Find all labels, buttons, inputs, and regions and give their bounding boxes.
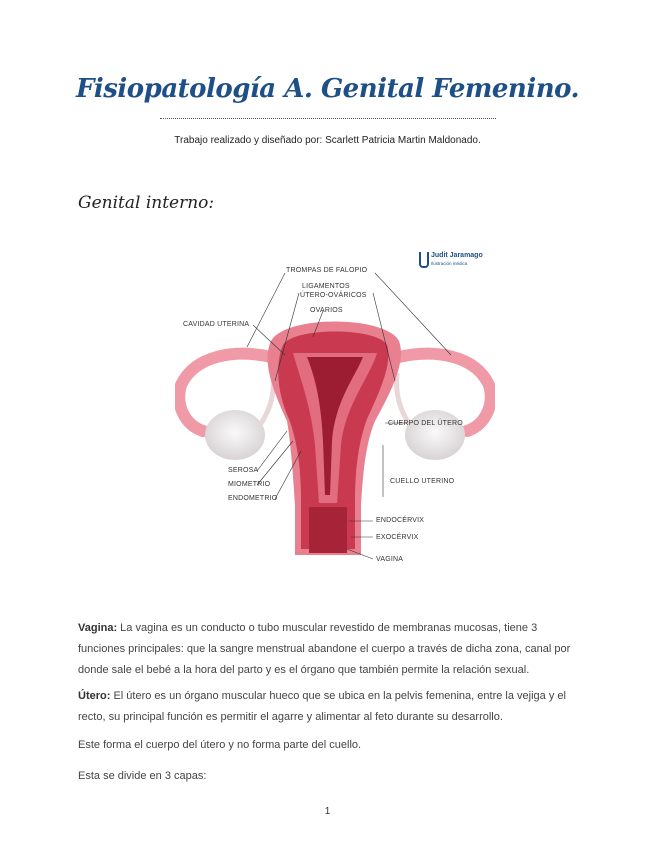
- term-utero: Útero:: [78, 690, 111, 702]
- label-exocervix: EXOCÉRVIX: [376, 534, 419, 541]
- title-divider: [160, 118, 496, 119]
- illustrator-brand: [419, 252, 499, 272]
- term-vagina: Vagina:: [78, 622, 118, 634]
- label-trompas: TROMPAS DE FALOPIO: [286, 267, 368, 274]
- leader-miometrio: [257, 441, 293, 485]
- right-ovary: [405, 410, 465, 460]
- section-heading: Genital interno:: [78, 193, 215, 213]
- brand-subtitle: Ilustración médica: [431, 261, 468, 266]
- label-ligamentos-1: LIGAMENTOS: [302, 283, 350, 290]
- text-vagina: La vagina es un conducto o tubo muscular revestido de membranas mucosas, tiene 3 funciones principales: que la sangre menstrual abandone el cuerpo a través de dicha zona, canal por donde sale el bebé a la hora del parto y es el órgano que también permite la relación sexual.: [78, 622, 571, 676]
- left-ovary: [205, 410, 265, 460]
- label-serosa: SEROSA: [228, 467, 259, 474]
- document-subtitle: Trabajo realizado y diseñado por: Scarlett Patricia Martin Maldonado.: [174, 135, 481, 146]
- label-cuerpo: CUERPO DEL ÚTERO: [388, 420, 463, 427]
- document-title: Fisiopatología A. Genital Femenino.: [75, 74, 580, 104]
- paragraph-4: Esta se divide en 3 capas:: [78, 770, 207, 782]
- label-endocervix: ENDOCÉRVIX: [376, 517, 425, 524]
- page-number: 1: [324, 806, 331, 817]
- label-endometrio: ENDOMETRIO: [228, 495, 278, 502]
- label-miometrio: MIOMETRIO: [228, 481, 271, 488]
- right-ligament: [397, 373, 410, 425]
- paragraph-3: Este forma el cuerpo del útero y no forma parte del cuello.: [78, 739, 362, 751]
- brand-logo-icon: [419, 252, 429, 268]
- paragraph-vagina: [78, 618, 578, 681]
- text-utero: El útero es un órgano muscular hueco que se ubica en la pelvis femenina, entre la vejiga y el recto, su principal función es permitir el agarre y alimentar al feto durante su desarrollo.: [78, 690, 566, 723]
- label-cavidad: CAVIDAD UTERINA: [183, 321, 250, 328]
- paragraph-utero: [78, 686, 578, 728]
- label-vagina: VAGINA: [376, 556, 404, 563]
- label-cuello: CUELLO UTERINO: [390, 478, 455, 485]
- brand-name: Judit Jaramago: [431, 252, 483, 259]
- label-ligamentos-2: ÚTERO-OVÁRICOS: [300, 292, 367, 299]
- vagina-canal: [309, 507, 347, 553]
- label-ovarios: OVARIOS: [310, 307, 343, 314]
